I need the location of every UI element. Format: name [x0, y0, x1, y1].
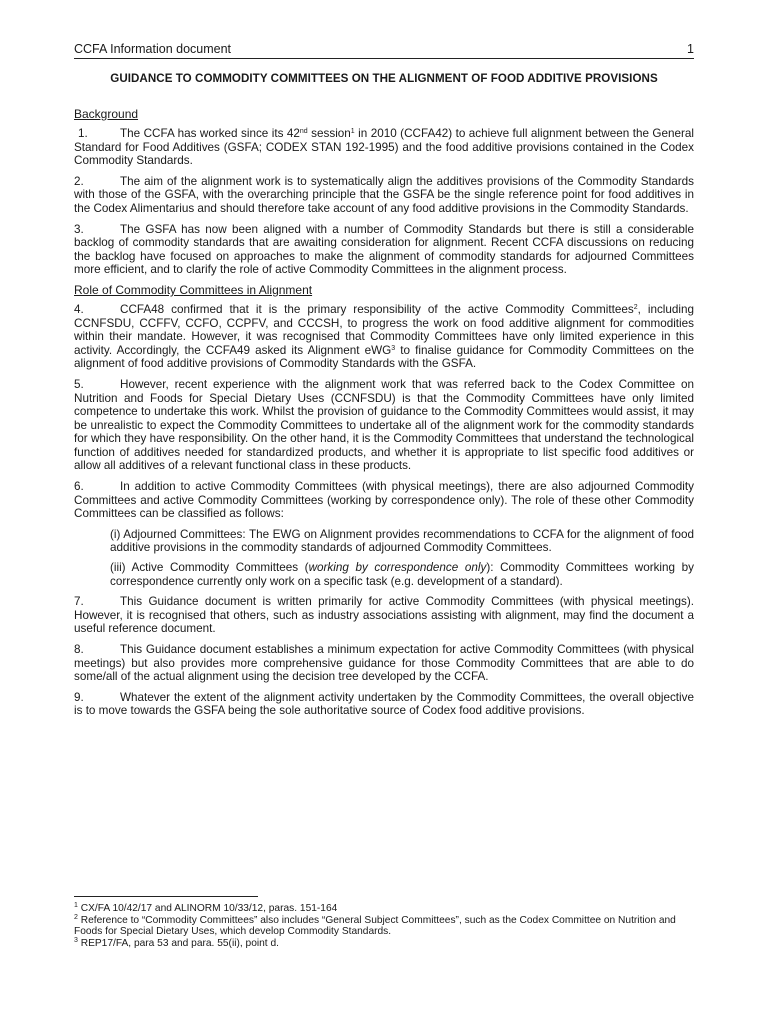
- page-number: 1: [687, 42, 694, 56]
- document-page: [74, 42, 694, 718]
- paragraph-1: 1. The CCFA has worked since its 42nd session$^1$ in 2010 (CCFA42) to achieve full alignment between the General Standard for Food Additives (GSFA; CODEX STAN 192-1995) and the food additive provisions contained in the Codex Commodity Standards.: [74, 127, 694, 168]
- footnote-ref-2: 2: [633, 303, 638, 311]
- document-label: CCFA Information document: [74, 42, 232, 56]
- paragraph-9: 9. Whatever the extent of the alignment activity undertaken by the Commodity Committees, the overall objective is to move towards the GSFA being the sole authoritative source of Codex food additive provisions.: [74, 690, 694, 718]
- footnote-divider: [74, 896, 258, 897]
- paragraph-5: 5. However, recent experience with the alignment work that was referred back to the Codex Committee on Nutrition and Foods for Special Dietary Uses (CCNFSDU) is that the Commodity Committees have only limited competence to undertake this work. Whilst the provision of guidance to the Commodity Committees would assist, it may be unrealistic to expect the Commodity Committees to undertake all of the alignment work for the commodity standards for which they have responsibility. On the other hand, it is the Commodity Committees that understand the technological function of additives needed for standardized products, and whether it is appropriate to list specific food additives or allow all additives of a relevant functional class in these products.: [74, 377, 694, 473]
- paragraph-6: 6. In addition to active Commodity Committees (with physical meetings), there are also adjourned Commodity Committees and active Commodity Committees (working by correspondence only). The role of these other Commodity Committees can be classified as follows:: [74, 480, 694, 521]
- paragraph-7: 7. This Guidance document is written primarily for active Commodity Committees (with physical meetings). However, it is recognised that others, such as industry associations assisting with alignment, may find the document a useful reference document.: [74, 595, 694, 636]
- page-header: [74, 42, 694, 59]
- footnote-3: $^3$ REP17/FA, para 53 and para. 55(ii), point d.: [74, 936, 279, 949]
- section-heading-background: Background: [74, 107, 139, 121]
- footnotes: [74, 896, 694, 949]
- paragraph-4: 4. CCFA48 confirmed that it is the primary responsibility of the active Commodity Committees$^2$, including CCNFSDU, CCFFV, CCFO, CCPFV, and CCCSH, to progress the work on food additive alignment for commodities within their mandate. However, it was recognised that Commodity Committees have only limited experience in this activity. Accordingly, the CCFA49 asked its Alignment eWG$^3$ to finalise guidance for Commodity Committees on the alignment of food additive provisions of Commodity Standards with the GSFA.: [74, 302, 694, 371]
- section-heading-role: Role of Commodity Committees in Alignment: [74, 282, 313, 297]
- sub-item-active-correspondence: (iii) Active Commodity Committees (working by correspondence only): Commodity Committees working by correspondence currently only work on a specific task (e.g. development of a standard).: [110, 561, 694, 588]
- footnote-ref-3: 3: [391, 344, 396, 352]
- paragraph-2: 2. The aim of the alignment work is to systematically align the additives provisions of the Commodity Standards with those of the GSFA, with the overarching principle that the GSFA be the single reference point for food additives in the Codex Alimentarius and should therefore take account of any food additive provisions in the Commodity Standards.: [74, 174, 694, 215]
- footnote-ref-1: 1: [350, 128, 355, 135]
- footnote-2: $^2$ Reference to “Commodity Committees” also includes “General Subject Committees”, such as the Codex Committee on Nutrition and Foods for Special Dietary Uses, which develop Commodity Standards.: [74, 913, 676, 938]
- paragraph-3: 3. The GSFA has now been aligned with a number of Commodity Standards but there is still a considerable backlog of commodity standards that are awaiting consideration for alignment. Recent CCFA discussions on reducing the backlog have focused on approaches to make the alignment of commodity standards for adjourned Committees more efficient, and to clarify the role of active Commodity Committees in the alignment process.: [74, 222, 694, 277]
- footnote-1: $^1$ CX/FA 10/42/17 and ALINORM 10/33/12, paras. 151-164: [74, 902, 338, 914]
- paragraph-8: 8. This Guidance document establishes a minimum expectation for active Commodity Committees (with physical meetings) but also provides more comprehensive guidance for those Commodity Committees that are able to do some/all of the actual alignment using the decision tree developed by the CCFA.: [74, 643, 694, 684]
- sub-item-adjourned: (i) Adjourned Committees: The EWG on Alignment provides recommendations to CCFA for the alignment of food additive provisions in the commodity standards of adjourned Commodity Committees.: [110, 527, 694, 555]
- document-title: GUIDANCE TO COMMODITY COMMITTEES ON THE ALIGNMENT OF FOOD ADDITIVE PROVISIONS: [110, 72, 658, 85]
